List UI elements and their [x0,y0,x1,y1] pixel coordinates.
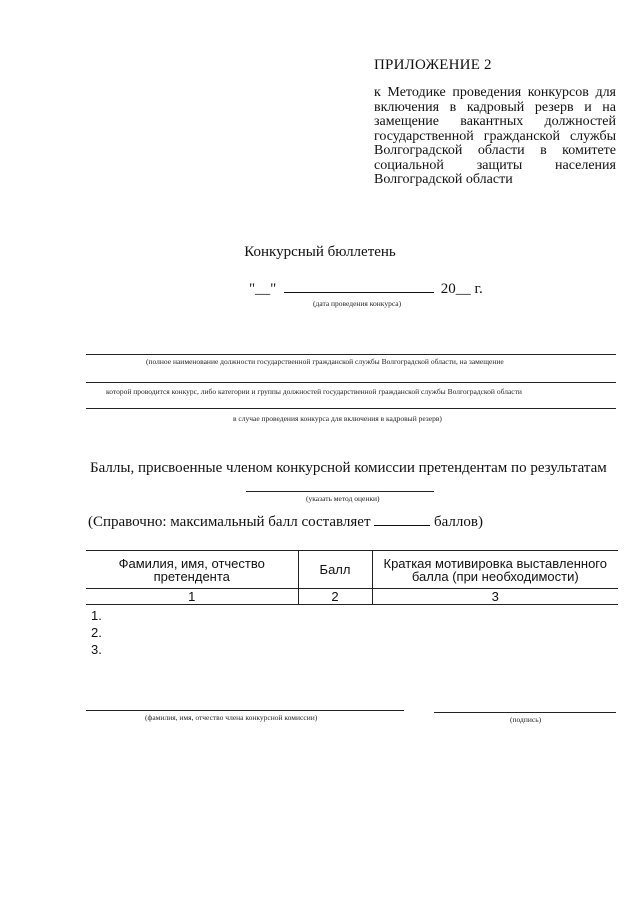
reference-suffix: баллов) [434,514,483,530]
date-caption: (дата проведения конкурса) [313,299,402,308]
header-candidate: Фамилия, имя, отчество претендента [86,551,298,589]
col-number-1: 1 [86,589,298,605]
max-score-blank[interactable] [374,514,430,526]
bulletin-title: Конкурсный бюллетень [244,244,396,260]
col-number-3: 3 [491,589,499,604]
method-line[interactable] [246,491,434,492]
header-motivation: Краткая мотивировка выставленного балла (при необходимости) [383,555,607,584]
signature-caption: (подпись) [510,715,542,724]
date-day-field: "__" [249,281,277,297]
list-item: 2. [91,625,102,640]
position-line-2[interactable] [86,382,616,383]
date-year-field: 20__ г. [440,281,483,297]
position-line-3[interactable] [86,408,616,409]
position-caption-2: которой проводится конкурс, либо категории и группы должностей государственной гражданской службы Волгоградской области [106,387,522,396]
date-line [249,280,483,298]
method-caption: (указать метод оценки) [306,494,380,503]
list-item: 3. [91,642,102,657]
position-line-1[interactable] [86,354,616,355]
date-month-blank[interactable] [284,280,434,293]
position-caption-3: в случае проведения конкурса для включения в кадровый резерв) [233,414,442,423]
member-name-line[interactable] [86,710,404,711]
col-number-2: 2 [298,589,372,605]
reference-text [88,514,483,531]
signature-line[interactable] [434,712,616,713]
reference-prefix: (Справочно: максимальный балл составляет [88,514,371,530]
member-name-caption: (фамилия, имя, отчество члена конкурсной комиссии) [145,713,318,722]
position-caption-1: (полное наименование должности государственной гражданской службы Волгоградской области, на замещение [146,357,504,366]
scores-text: Баллы, присвоенные членом конкурсной комиссии претендентам по результатам [90,460,607,476]
candidate-list [91,607,102,658]
ballot-table [86,550,618,605]
appendix-description: к Методике проведения конкурсов для включения в кадровый резерв и на замещение вакантных должностей государственной гражданской службы Волгоградской области в комитете социальной защиты населения Волгоградской области [374,85,616,187]
header-score: Балл [298,551,372,589]
list-item: 1. [91,608,102,623]
appendix-title: ПРИЛОЖЕНИЕ 2 [374,57,492,73]
